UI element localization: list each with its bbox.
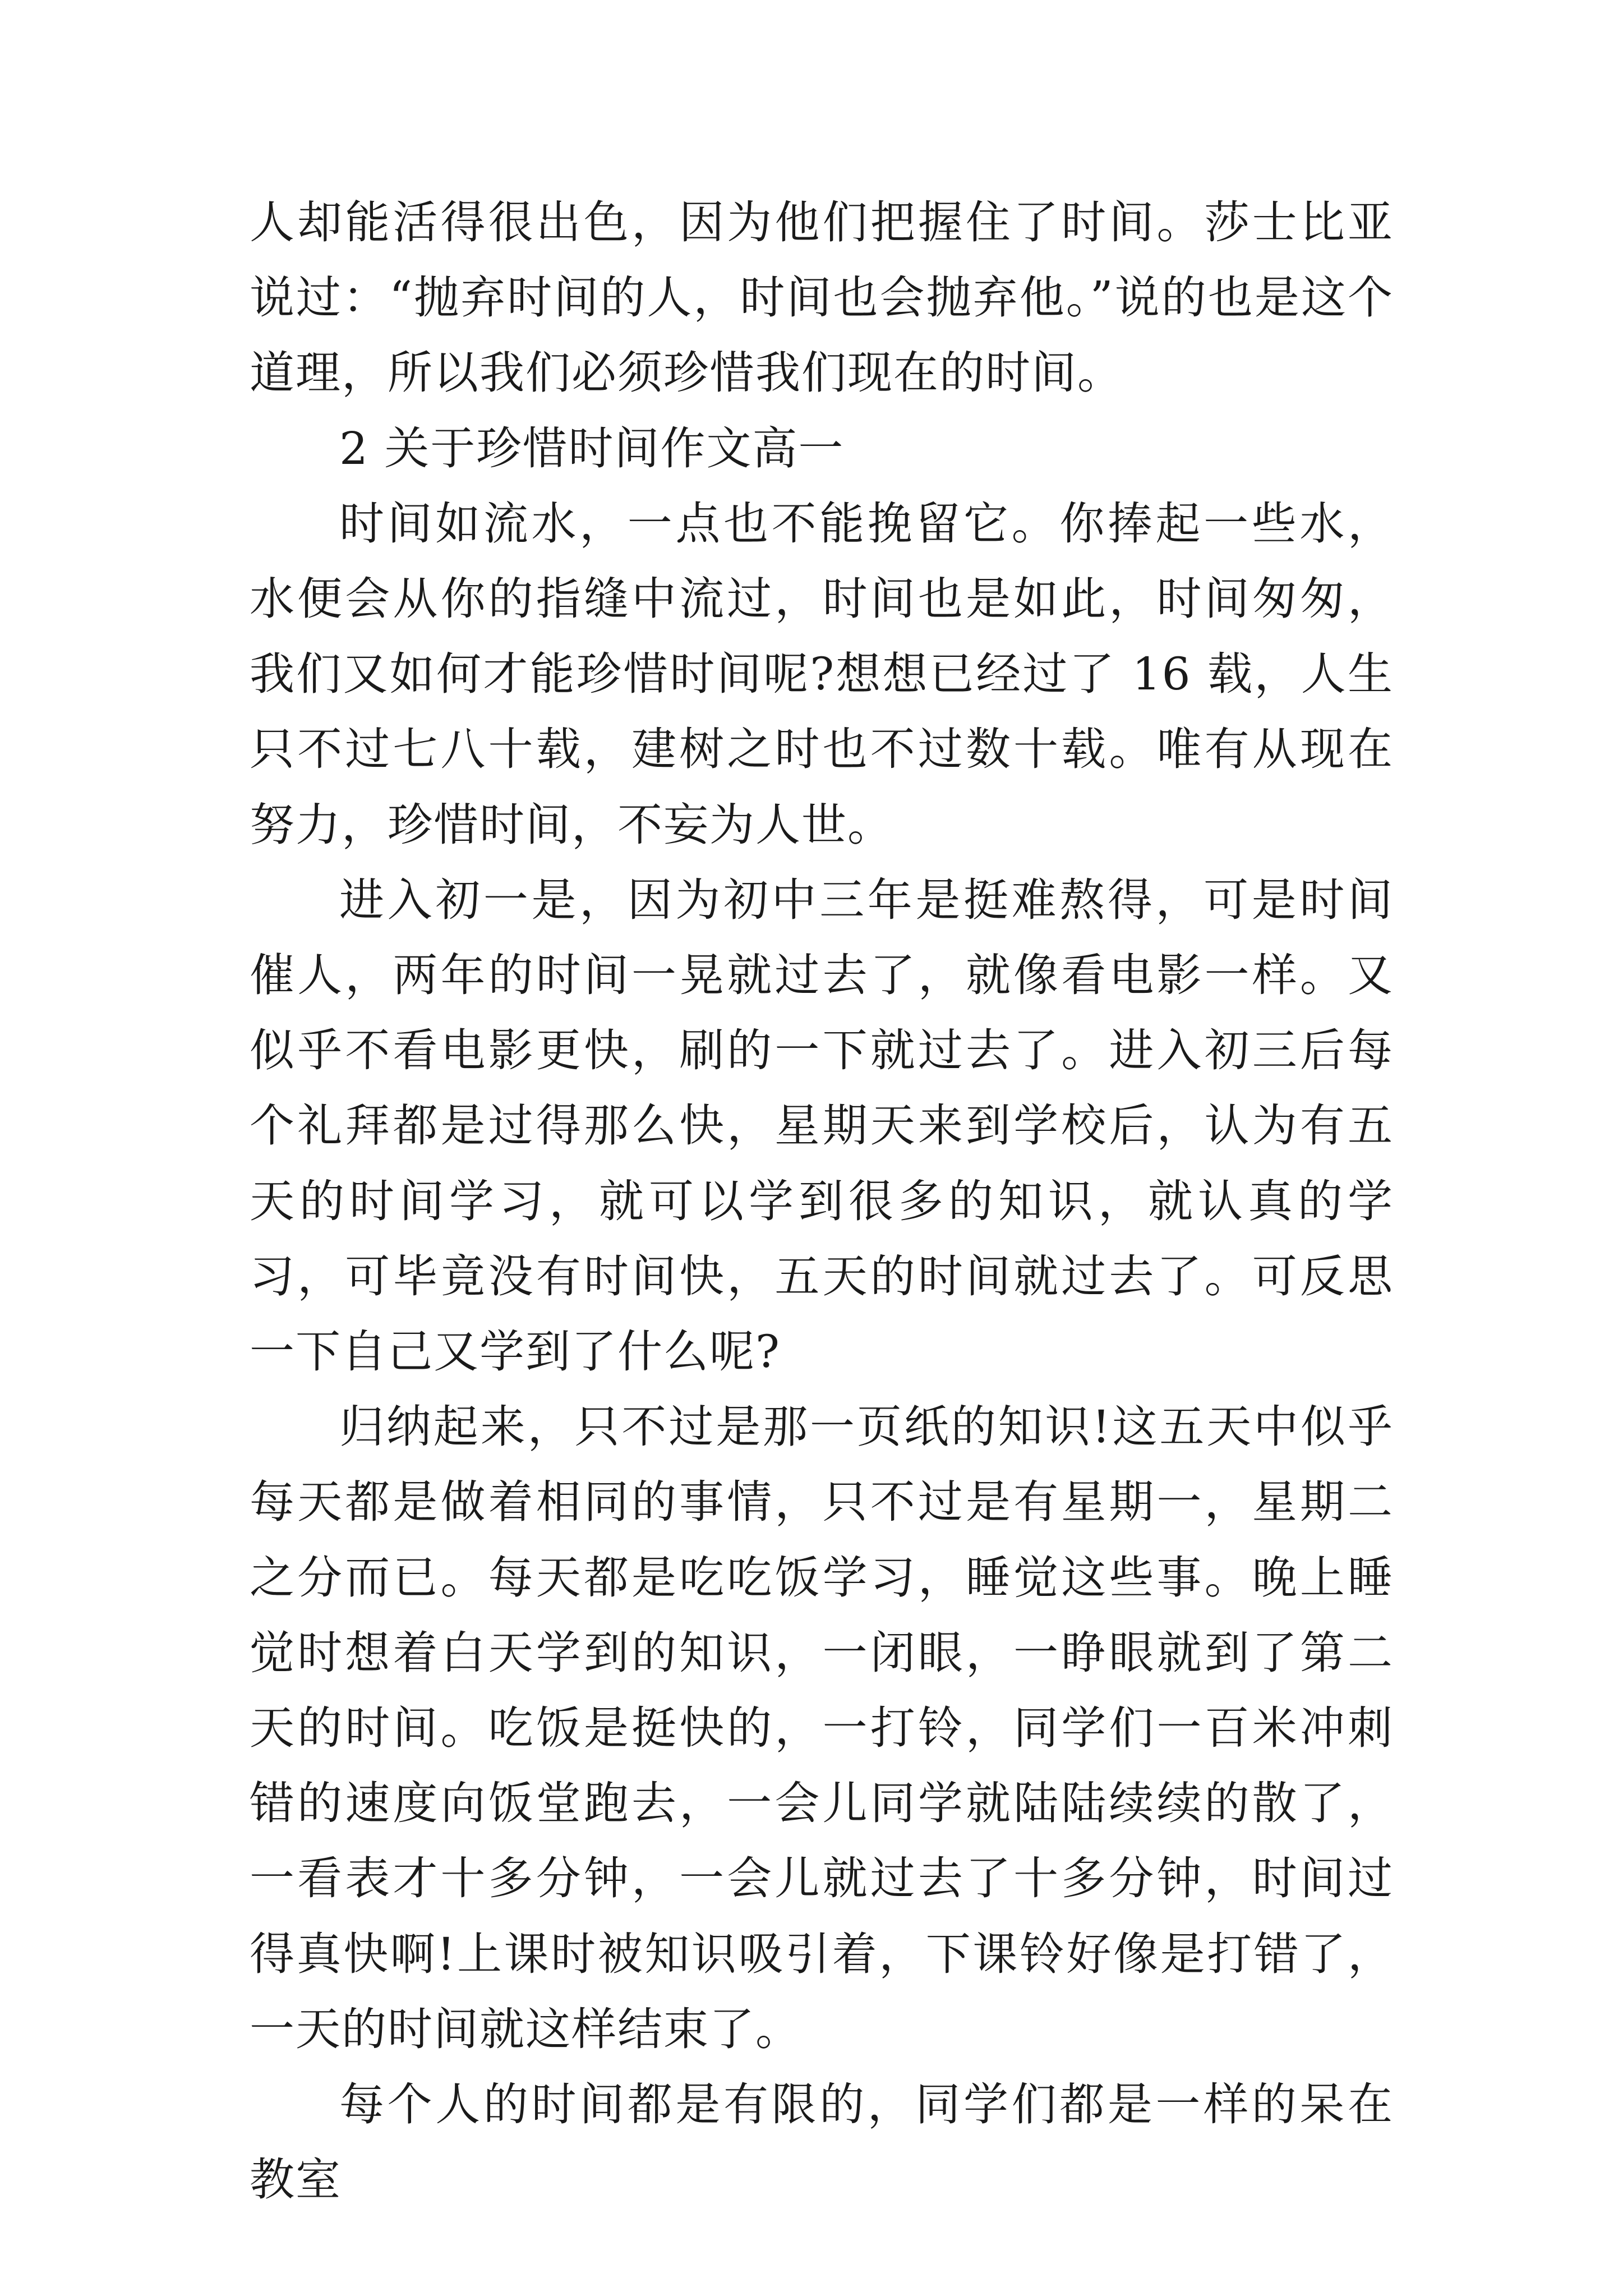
section-heading: 2 关于珍惜时间作文高一 [339,422,845,475]
paragraph-continuation: 人却能活得很出色，因为他们把握住了时间。莎士比亚说过：“抛弃时间的人，时间也会抛弃他。”说的也是这个道理，所以我们必须珍惜我们现在的时间。 [250,196,1394,399]
paragraph: 进入初一是，因为初中三年是挺难熬得，可是时间催人，两年的时间一晃就过去了，就像看电影一样。又似乎不看电影更快，刷的一下就过去了。进入初三后每个礼拜都是过得那么快，星期天来到学校后，认为有五天的时间学习，就可以学到很多的知识，就认真的学习，可毕竟没有时间快，五天的时间就过去了。可反思一下自己又学到了什么呢? [250,873,1394,1378]
paragraph: 时间如流水，一点也不能挽留它。你捧起一些水，水便会从你的指缝中流过，时间也是如此，时间匆匆，我们又如何才能珍惜时间呢?想想已经过了 16 载，人生只不过七八十载，建树之时也不过数十载。唯有从现在努力，珍惜时间，不妄为人世。 [250,497,1394,851]
document-body [250,185,1394,2217]
paragraph: 归纳起来，只不过是那一页纸的知识!这五天中似乎每天都是做着相同的事情，只不过是有星期一，星期二之分而已。每天都是吃吃饭学习，睡觉这些事。晚上睡觉时想着白天学到的知识，一闭眼，一睁眼就到了第二天的时间。吃饭是挺快的，一打铃，同学们一百米冲刺错的速度向饭堂跑去，一会儿同学就陆陆续续的散了，一看表才十多分钟，一会儿就过去了十多分钟，时间过得真快啊!上课时被知识吸引着，下课铃好像是打错了，一天的时间就这样结束了。 [250,1401,1394,2055]
paragraph: 每个人的时间都是有限的，同学们都是一样的呆在教室 [250,2078,1394,2206]
